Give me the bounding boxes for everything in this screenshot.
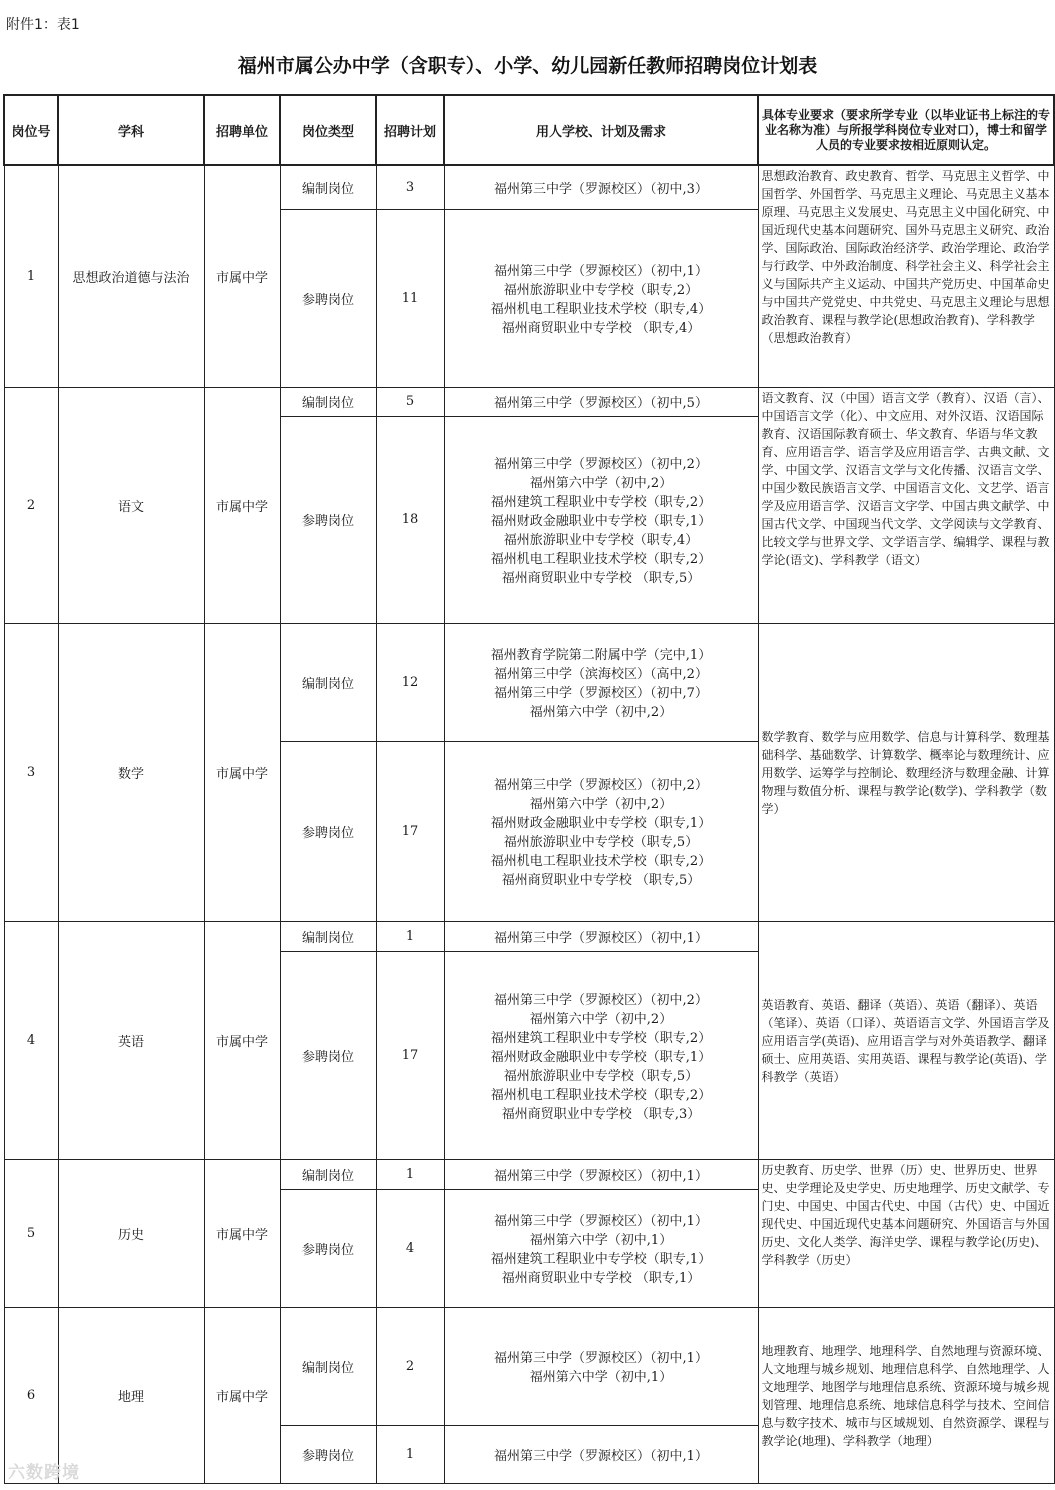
- table-row: [4, 1307, 1054, 1425]
- school-need-item: 福州机电工程职业技术学校（职专,4）: [490, 302, 712, 317]
- school-need-item: 福州第三中学（罗源校区）（初中,1）: [494, 1168, 708, 1184]
- school-need-item: 福州第三中学（罗源校区）（初中,2）: [494, 992, 708, 1008]
- school-need-item: 福州财政金融职业中专学校（职专,1）: [490, 514, 712, 529]
- post-type: 编制岗位: [280, 623, 376, 741]
- post-number: 6: [4, 1307, 58, 1483]
- header-subject: 学科: [58, 95, 204, 165]
- post-type: 编制岗位: [280, 921, 376, 951]
- subject-name: 英语: [58, 921, 204, 1159]
- recruiting-unit: 市属中学: [204, 921, 280, 1159]
- major-requirements: 地理教育、地理学、地理科学、自然地理与资源环境、人文地理与城乡规划、地理信息科学、自然地理学、人文地理学、地图学与地理信息系统、资源环境与城乡规划管理、地理信息系统、地球信息科学与技术、空间信息与数字技术、城市与区域规划、自然资源学、课程与教学论(地理)、学科教学（地理）: [758, 1307, 1054, 1483]
- post-type: 编制岗位: [280, 1159, 376, 1189]
- post-type: 参聘岗位: [280, 1425, 376, 1483]
- plan-count: 2: [376, 1307, 444, 1425]
- header-post-no: 岗位号: [4, 95, 58, 165]
- plan-count: 12: [376, 623, 444, 741]
- school-needs: [444, 416, 758, 623]
- recruiting-unit: 市属中学: [204, 623, 280, 921]
- major-requirements: 思想政治教育、政史教育、哲学、马克思主义哲学、中国哲学、外国哲学、马克思主义理论、马克思主义基本原理、马克思主义发展史、马克思主义中国化研究、中国近现代史基本问题研究、国外马克思主义研究、政治学、国际政治、国际政治经济学、政治学理论、政治学与行政学、中外政治制度、科学社会主义、科学社会主义与国际共产主义运动、中国共产党历史、中国革命史与中国共产党党史、中共党史、马克思主义理论与思想政治教育、课程与教学论(思想政治教育)、学科教学（思想政治教育）: [758, 165, 1054, 387]
- school-needs: [444, 1425, 758, 1483]
- plan-count: 17: [376, 741, 444, 921]
- school-need-item: 福州旅游职业中专学校（职专,5）: [503, 835, 699, 850]
- post-type: 参聘岗位: [280, 1189, 376, 1307]
- school-need-item: 福州第六中学（初中,1）: [529, 1233, 673, 1248]
- table-row: [4, 921, 1054, 951]
- plan-count: 4: [376, 1189, 444, 1307]
- plan-count: 17: [376, 951, 444, 1159]
- plan-count: 1: [376, 921, 444, 951]
- table-row: [4, 623, 1054, 741]
- school-need-item: 福州建筑工程职业中专学校（职专,1）: [490, 1252, 712, 1267]
- post-type: 参聘岗位: [280, 209, 376, 387]
- school-needs: [444, 1307, 758, 1425]
- school-need-item: 福州第三中学（罗源校区）（初中,1）: [494, 264, 708, 279]
- plan-count: 5: [376, 387, 444, 416]
- school-needs: [444, 1159, 758, 1189]
- post-type: 参聘岗位: [280, 416, 376, 623]
- school-need-item: 福州第三中学（罗源校区）（初中,7）: [494, 686, 708, 701]
- school-needs: [444, 951, 758, 1159]
- school-need-item: 福州旅游职业中专学校（职专,4）: [503, 533, 699, 548]
- school-need-item: 福州建筑工程职业中专学校（职专,2）: [490, 1030, 712, 1046]
- school-need-item: 福州商贸职业中专学校 （职专,5）: [501, 571, 701, 586]
- school-needs: [444, 741, 758, 921]
- header-unit: 招聘单位: [204, 95, 280, 165]
- major-requirements: 历史教育、历史学、世界（历）史、世界历史、世界史、史学理论及史学史、历史地理学、历史文献学、专门史、中国史、中国古代史、中国（古代）史、中国近现代史、中国近现代史基本问题研究、外国语言与外国历史、文化人类学、海洋史学、课程与教学论(历史)、学科教学（历史）: [758, 1159, 1054, 1307]
- school-needs: [444, 623, 758, 741]
- school-need-item: 福州教育学院第二附属中学（完中,1）: [490, 648, 712, 663]
- plan-count: 3: [376, 165, 444, 209]
- table-row: [4, 387, 1054, 416]
- school-need-item: 福州第三中学（罗源校区）（初中,1）: [494, 1214, 708, 1229]
- post-type: 编制岗位: [280, 165, 376, 209]
- post-type: 参聘岗位: [280, 741, 376, 921]
- post-number: 1: [4, 165, 58, 387]
- subject-name: 思想政治道德与法治: [58, 165, 204, 387]
- school-need-item: 福州机电工程职业技术学校（职专,2）: [490, 552, 712, 567]
- school-needs: [444, 165, 758, 209]
- post-type: 编制岗位: [280, 387, 376, 416]
- table-row: [4, 1159, 1054, 1189]
- school-need-item: 福州第三中学（滨海校区）（高中,2）: [494, 667, 708, 682]
- school-need-item: 福州财政金融职业中专学校（职专,1）: [490, 1049, 712, 1065]
- post-number: 3: [4, 623, 58, 921]
- school-need-item: 福州机电工程职业技术学校（职专,2）: [490, 1087, 712, 1103]
- subject-name: 地理: [58, 1307, 204, 1483]
- school-need-item: 福州第六中学（初中,2）: [529, 476, 673, 491]
- school-need-item: 福州建筑工程职业中专学校（职专,2）: [490, 495, 712, 510]
- attachment-label: 附件1：表1: [6, 17, 80, 33]
- post-number: 2: [4, 387, 58, 623]
- school-need-item: 福州旅游职业中专学校（职专,2）: [503, 283, 699, 298]
- watermark: 六数跨境: [8, 1463, 80, 1483]
- post-number: 5: [4, 1159, 58, 1307]
- recruiting-unit: 市属中学: [204, 165, 280, 387]
- recruitment-plan-table: [3, 94, 1055, 1484]
- school-need-item: 福州第三中学（罗源校区）（初中,2）: [494, 457, 708, 472]
- school-need-item: 福州商贸职业中专学校 （职专,4）: [501, 321, 701, 336]
- recruiting-unit: 市属中学: [204, 387, 280, 623]
- header-post-type: 岗位类型: [280, 95, 376, 165]
- table-header-row: [4, 95, 1054, 165]
- school-need-item: 福州第六中学（初中,1）: [529, 1370, 673, 1385]
- table-row: [4, 165, 1054, 209]
- school-need-item: 福州第三中学（罗源校区）（初中,1）: [494, 930, 708, 946]
- major-requirements: 数学教育、数学与应用数学、信息与计算科学、数理基础科学、基础数学、计算数学、概率论与数理统计、应用数学、运筹学与控制论、数理经济与数理金融、计算物理与数值分析、课程与教学论(数学)、学科教学（数学）: [758, 623, 1054, 921]
- plan-count: 18: [376, 416, 444, 623]
- major-requirements: 英语教育、英语、翻译（英语）、英语（翻译）、英语（笔译）、英语（口译）、英语语言文学、外国语言学及应用语言学(英语)、应用语言学与对外英语教学、翻译硕士、应用英语、实用英语、课程与教学论(英语)、学科教学（英语）: [758, 921, 1054, 1159]
- major-requirements: 语文教育、汉（中国）语言文学（教育）、汉语（言）、中国语言文学（化）、中文应用、对外汉语、汉语国际教育、汉语国际教育硕士、华文教育、华语与华文教育、应用语言学、语言学及应用语言学、古典文献、文学、中国文学、汉语言文学与文化传播、汉语言文学、中国少数民族语言文学、中国语言文化、文艺学、语言学及应用语言学、汉语言文字学、中国古典文献学、中国古代文学、中国现当代文学、文学阅读与文学教育、比较文学与世界文学、文学语言学、编辑学、课程与教学论(语文)、学科教学（语文）: [758, 387, 1054, 623]
- school-needs: [444, 209, 758, 387]
- plan-count: 1: [376, 1159, 444, 1189]
- subject-name: 历史: [58, 1159, 204, 1307]
- school-need-item: 福州第三中学（罗源校区）（初中,3）: [494, 181, 708, 197]
- school-need-item: 福州机电工程职业技术学校（职专,2）: [490, 854, 712, 869]
- header-major-requirement: 具体专业要求（要求所学专业（以毕业证书上标注的专业名称为准）与所报学科岗位专业对口），博士和留学人员的专业要求按相近原则认定。: [758, 95, 1054, 165]
- school-need-item: 福州旅游职业中专学校（职专,5）: [503, 1068, 699, 1084]
- post-type: 参聘岗位: [280, 951, 376, 1159]
- subject-name: 语文: [58, 387, 204, 623]
- recruiting-unit: 市属中学: [204, 1159, 280, 1307]
- school-need-item: 福州第六中学（初中,2）: [529, 705, 673, 720]
- plan-count: 1: [376, 1425, 444, 1483]
- page-title: 福州市属公办中学（含职专）、小学、幼儿园新任教师招聘岗位计划表: [237, 55, 818, 77]
- school-need-item: 福州商贸职业中专学校 （职专,3）: [501, 1106, 701, 1122]
- school-need-item: 福州第三中学（罗源校区）（初中,1）: [494, 1351, 708, 1366]
- school-need-item: 福州第六中学（初中,2）: [529, 797, 673, 812]
- recruiting-unit: 市属中学: [204, 1307, 280, 1483]
- post-number: 4: [4, 921, 58, 1159]
- post-type: 编制岗位: [280, 1307, 376, 1425]
- school-need-item: 福州商贸职业中专学校 （职专,5）: [501, 873, 701, 888]
- subject-name: 数学: [58, 623, 204, 921]
- school-needs: [444, 387, 758, 416]
- school-need-item: 福州财政金融职业中专学校（职专,1）: [490, 816, 712, 831]
- school-needs: [444, 1189, 758, 1307]
- school-need-item: 福州第三中学（罗源校区）（初中,2）: [494, 778, 708, 793]
- school-need-item: 福州第三中学（罗源校区）（初中,5）: [494, 396, 708, 411]
- school-need-item: 福州第三中学（罗源校区）（初中,1）: [494, 1448, 708, 1464]
- header-plan: 招聘计划: [376, 95, 444, 165]
- plan-count: 11: [376, 209, 444, 387]
- header-schools: 用人学校、计划及需求: [444, 95, 758, 165]
- school-need-item: 福州商贸职业中专学校 （职专,1）: [501, 1271, 701, 1286]
- school-needs: [444, 921, 758, 951]
- school-need-item: 福州第六中学（初中,2）: [529, 1011, 673, 1027]
